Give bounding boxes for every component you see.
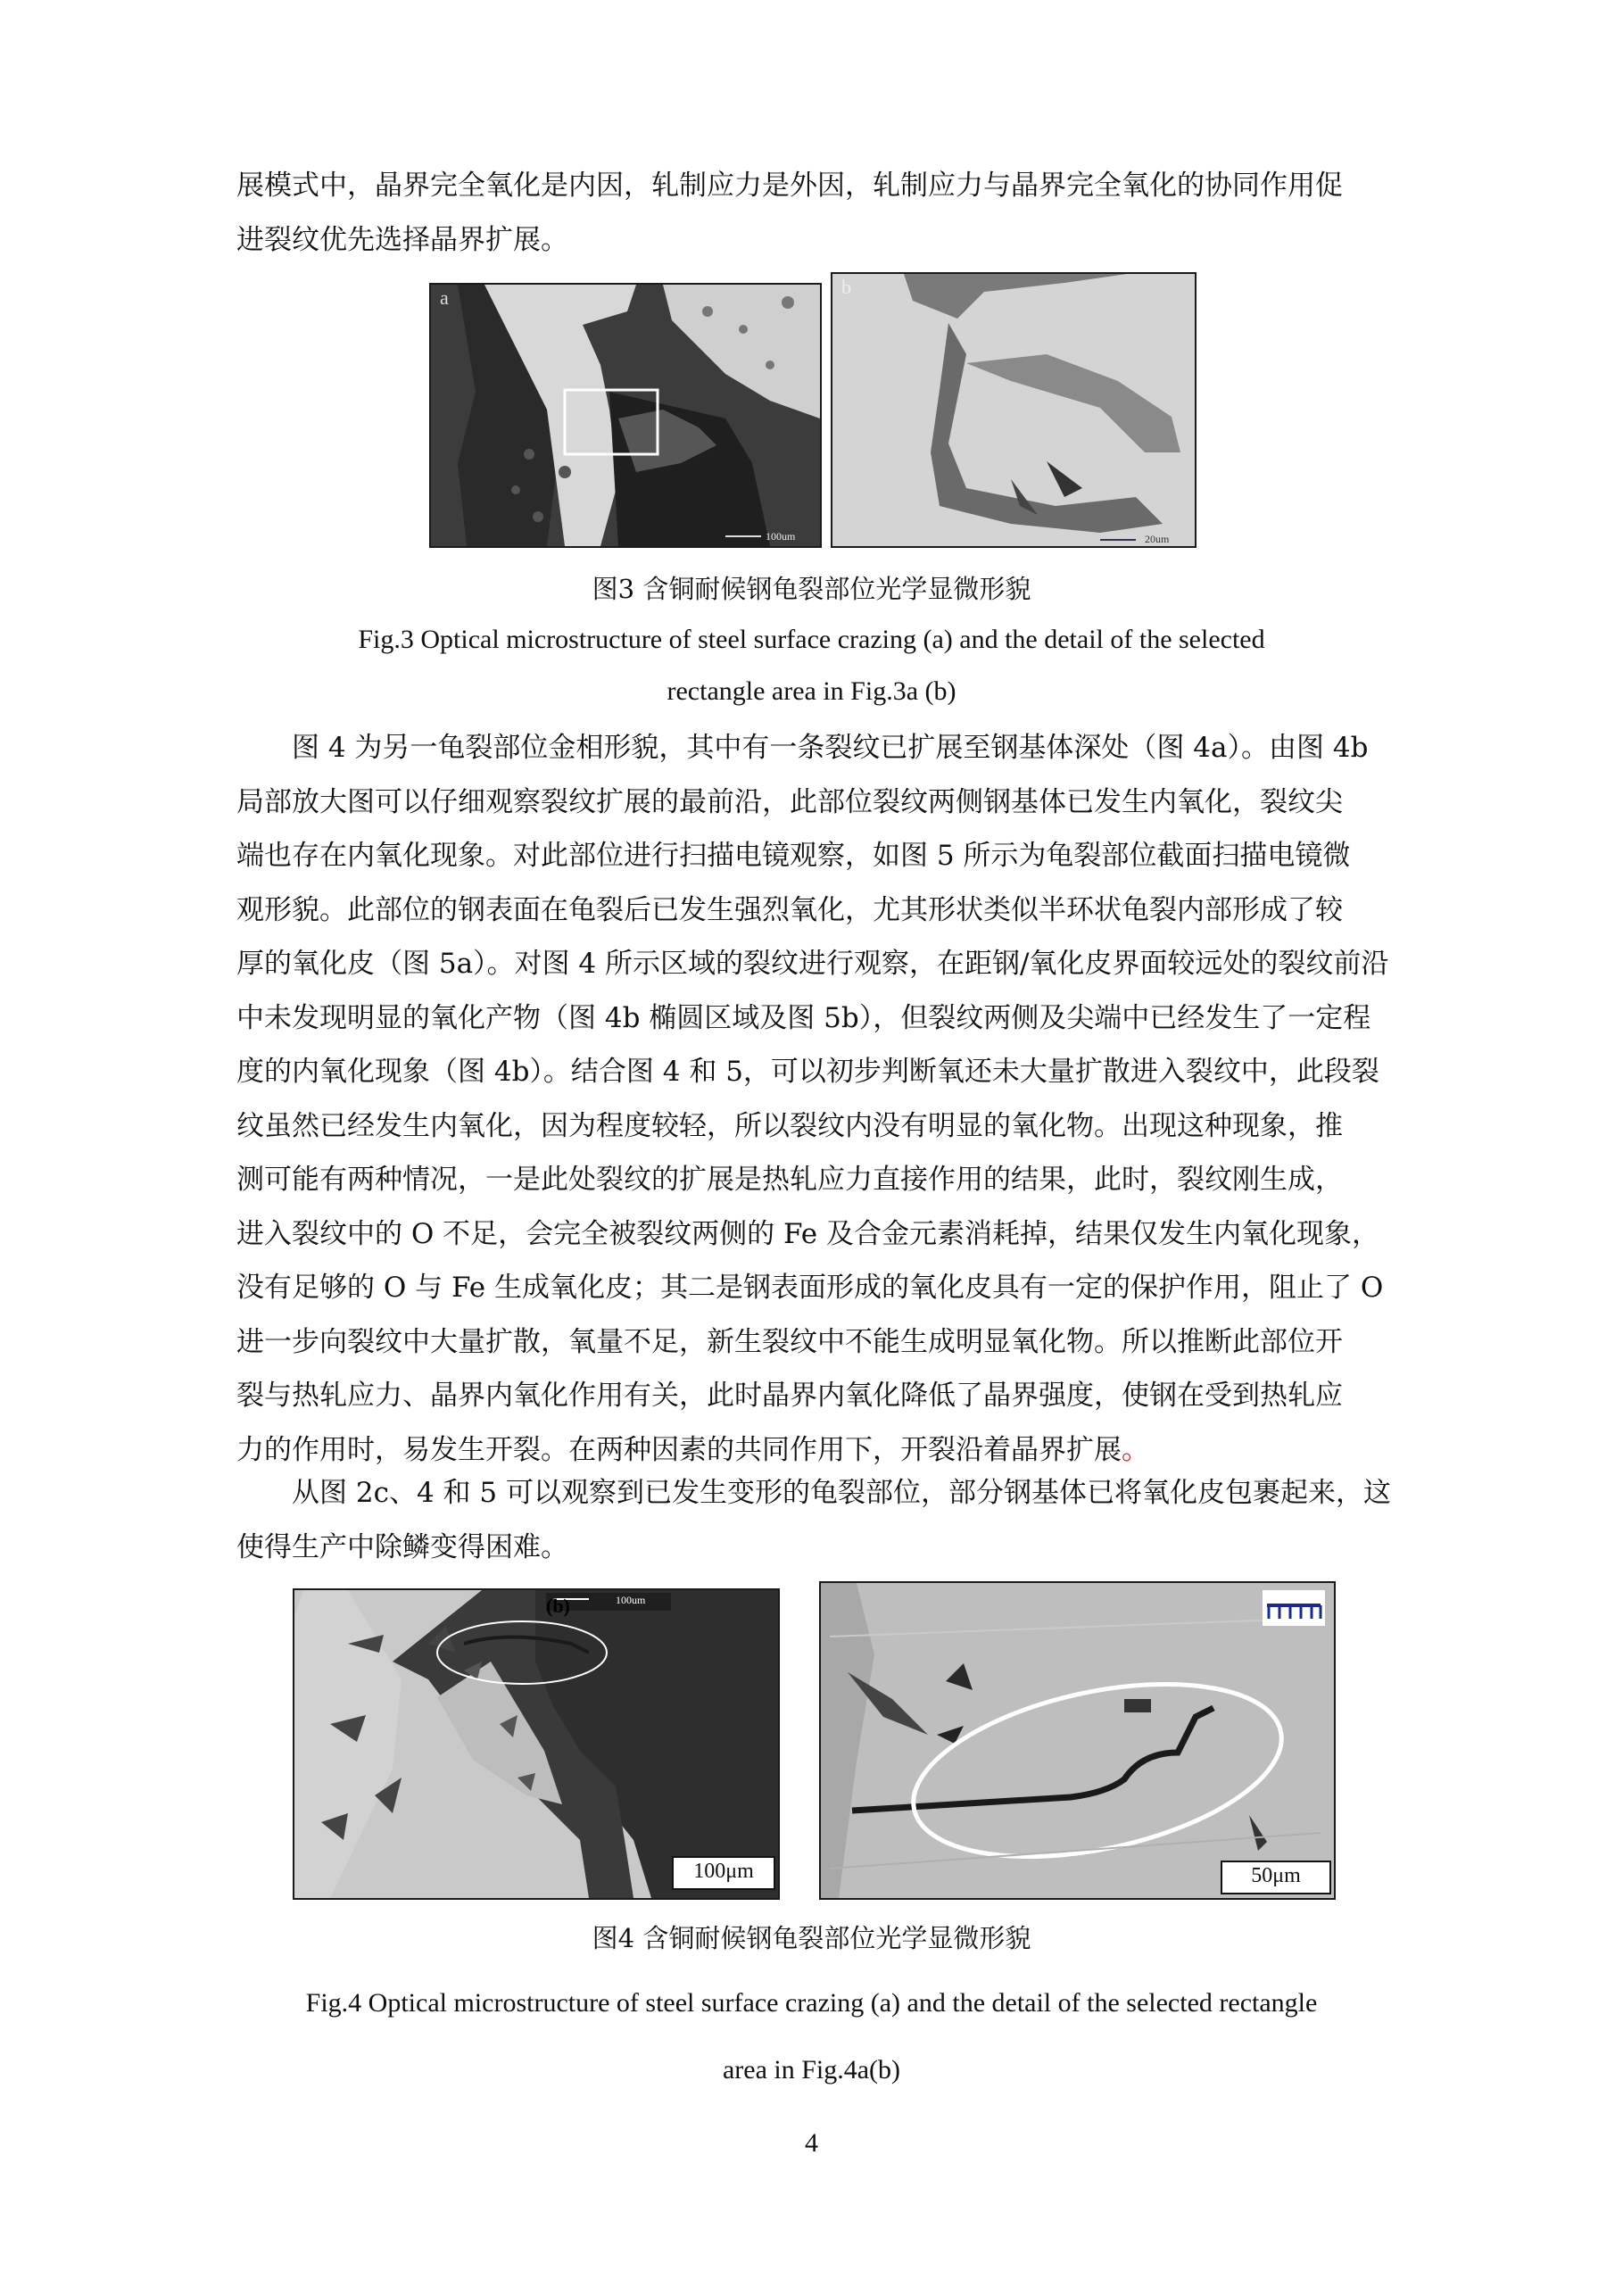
scale-bar-box [672,1856,775,1890]
text-line: 从图 2c、4 和 5 可以观察到已发生变形的龟裂部位，部分钢基体已将氧化皮包裹起来，这 [292,1477,1391,1509]
paragraph-main [236,721,1396,1477]
micrograph-image [832,274,1195,546]
paragraph-after [236,1466,1396,1574]
text-line: 图 4 为另一龟裂部位金相形貌，其中有一条裂纹已扩展至钢基体深处（图 4a）。由图 4b [292,732,1369,764]
text-line: 度的内氧化现象（图 4b）。结合图 4 和 5，可以初步判断氧还未大量扩散进入裂纹中，此段裂 [236,1056,1379,1088]
text-line: 观形貌。此部位的钢表面在龟裂后已发生强烈氧化，尤其形状类似半环状龟裂内部形成了较 [236,893,1343,926]
text-line: 中未发现明显的氧化产物（图 4b 椭圆区域及图 5b），但裂纹两侧及尖端中已经发生了一定程 [236,1001,1371,1034]
figure3-caption-en-line2: rectangle area in Fig.3a (b) [667,676,956,706]
ellipse-label-b: (b) [546,1595,570,1617]
figure3-panel-a [429,283,822,548]
panel-label-b: b [841,276,851,298]
text-line: 进一步向裂纹中大量扩散，氧量不足，新生裂纹中不能生成明显氧化物。所以推断此部位开 [236,1325,1343,1358]
text-line: 进入裂纹中的 O 不足，会完全被裂纹两侧的 Fe 及合金元素消耗掉，结果仅发生内氧化现象， [236,1217,1379,1250]
figure3-caption-en-line1: Fig.3 Optical microstructure of steel surface crazing (a) and the detail of the selected [358,625,1265,654]
scale-label: 50μm [1251,1864,1301,1887]
figure4-panel-b [819,1581,1336,1900]
figure4-caption-en-line1: Fig.4 Optical microstructure of steel surface crazing (a) and the detail of the selected rectangle [305,1988,1318,2018]
figure3-caption-cn: 图3 含铜耐候钢龟裂部位光学显微形貌 [592,574,1031,604]
micrograph-image [294,1590,778,1898]
page-number: 4 [805,2128,818,2158]
text-line: 使得生产中除鳞变得困难。 [236,1530,568,1563]
micrograph-image [821,1583,1334,1898]
scale-label: 100μm [693,1860,754,1883]
text-line: 局部放大图可以仔细观察裂纹扩展的最前沿，此部位裂纹两侧钢基体已发生内氧化，裂纹尖 [236,785,1343,818]
text-line: 端也存在内氧化现象。对此部位进行扫描电镜观察，如图 5 所示为龟裂部位截面扫描电镜微 [236,840,1351,872]
scale-bar-box [1221,1861,1331,1894]
figure3-panel-b [831,272,1197,548]
panel-label-a: a [440,286,449,309]
period-mark: 。 [1122,1433,1149,1466]
text-line: 力的作用时，易发生开裂。在两种因素的共同作用下，开裂沿着晶界扩展。 [236,1433,1149,1466]
text-line: 厚的氧化皮（图 5a）。对图 4 所示区域的裂纹进行观察，在距钢/氧化皮界面较远处的裂纹前沿 [236,948,1389,980]
text-line: 裂与热轧应力、晶界内氧化作用有关，此时晶界内氧化降低了晶界强度，使钢在受到热轧应 [236,1380,1343,1412]
scale-label-top: 100um [616,1594,646,1606]
text-line: 测可能有两种情况，一是此处裂纹的扩展是热轧应力直接作用的结果，此时，裂纹刚生成， [236,1164,1343,1196]
text-line: 进裂纹优先选择晶界扩展。 [236,223,568,256]
text-line: 纹虽然已经发生内氧化，因为程度较轻，所以裂纹内没有明显的氧化物。出现这种现象，推 [236,1109,1343,1142]
scale-label: 100um [766,530,796,543]
micrograph-image [431,285,820,546]
figure4-panel-a [293,1588,780,1900]
scale-label: 20um [1145,533,1170,545]
figure4-caption-cn: 图4 含铜耐候钢龟裂部位光学显微形貌 [592,1923,1031,1953]
figure4-caption-en-line2: area in Fig.4a(b) [722,2055,901,2085]
text-line: 没有足够的 O 与 Fe 生成氧化皮；其二是钢表面形成的氧化皮具有一定的保护作用，阻止了 O [236,1272,1384,1304]
text-line: 展模式中，晶界完全氧化是内因，轧制应力是外因，轧制应力与晶界完全氧化的协同作用促 [236,170,1343,202]
paragraph-top [236,159,1396,267]
